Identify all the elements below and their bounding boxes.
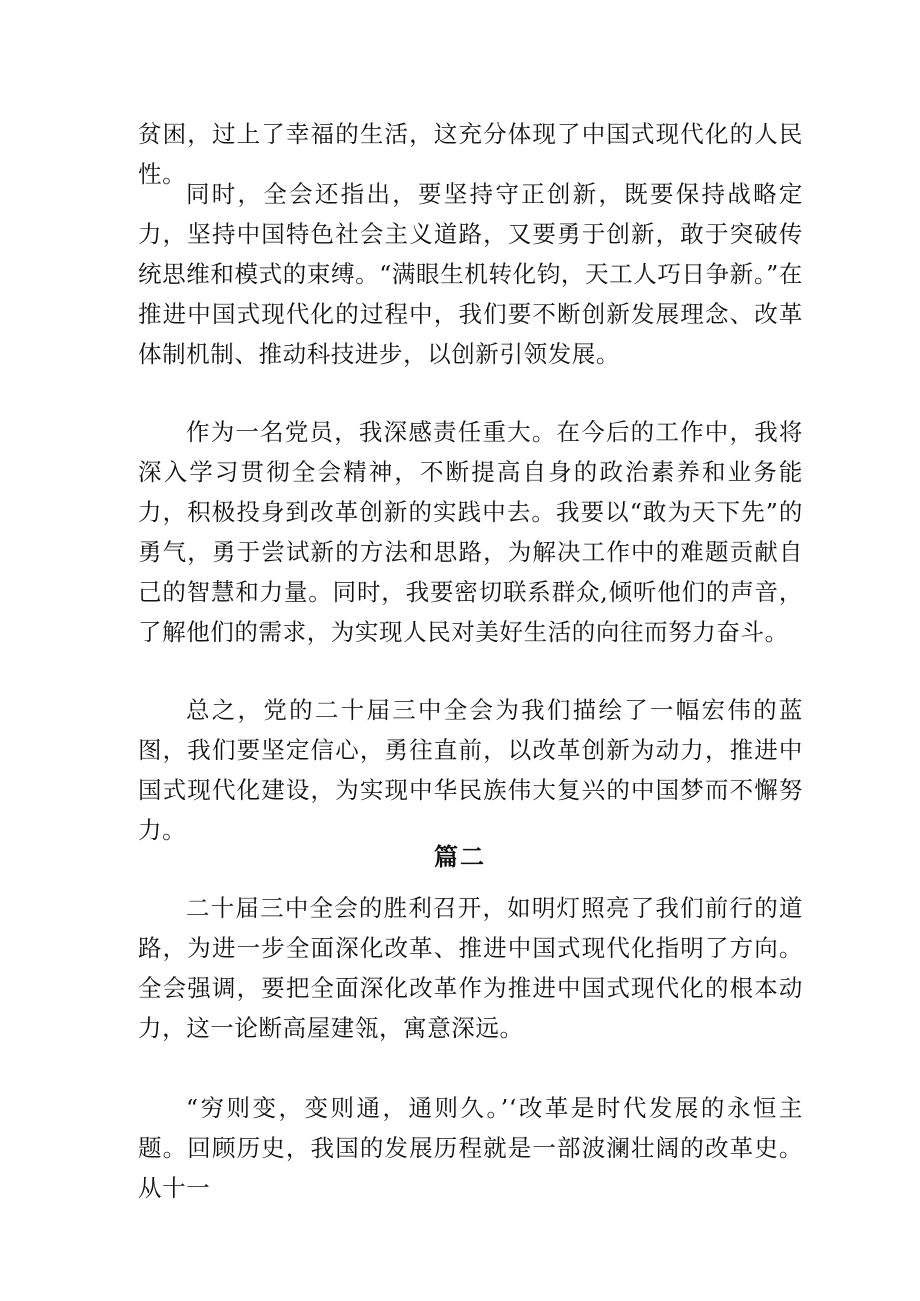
paragraph-innovation: 同时，全会还指出，要坚持守正创新，既要保持战略定力，坚持中国特色社会主义道路，又要勇于创新，敢于突破传统思维和模式的束缚。“满眼生机转化钧，天工人巧日争新。”在推进中国式现代化的过程中，我们要不断创新发展理念、改革体制机制、推动科技进步，以创新引领发展。 [138,180,803,368]
paragraph-party-member: 作为一名党员，我深感责任重大。在今后的工作中，我将深入学习贯彻全会精神，不断提高自身的政治素养和业务能力，积极投身到改革创新的实践中去。我要以“敢为天下先”的勇气，勇于尝试新的方法和思路，为解决工作中的难题贡献自己的智慧和力量。同时，我要密切联系群众,倾听他们的声音，了解他们的需求，为实现人民对美好生活的向往而努力奋斗。 [138,418,803,646]
paragraph-plenum-intro: 二十届三中全会的胜利召开，如明灯照亮了我们前行的道路，为进一步全面深化改革、推进中国式现代化指明了方向。全会强调，要把全面深化改革作为推进中国式现代化的根本动力，这一论断高屋建瓴，寓意深远。 [138,894,803,1042]
paragraph-conclusion: 总之，党的二十届三中全会为我们描绘了一幅宏伟的蓝图，我们要坚定信心，勇往直前，以改革创新为动力，推进中国式现代化建设，为实现中华民族伟大复兴的中国梦而不懈努力。 [138,696,803,844]
section-heading: 篇二 [434,842,486,871]
paragraph-continuation: 贫困，过上了幸福的生活，这充分体现了中国式现代化的人民性。 [138,120,803,188]
paragraph-reform-history: “穷则变，变则通，通则久。’‘改革是时代发展的永恒主题。回顾历史，我国的发展历程就是一部波澜壮阔的改革史。从十一 [138,1094,803,1202]
